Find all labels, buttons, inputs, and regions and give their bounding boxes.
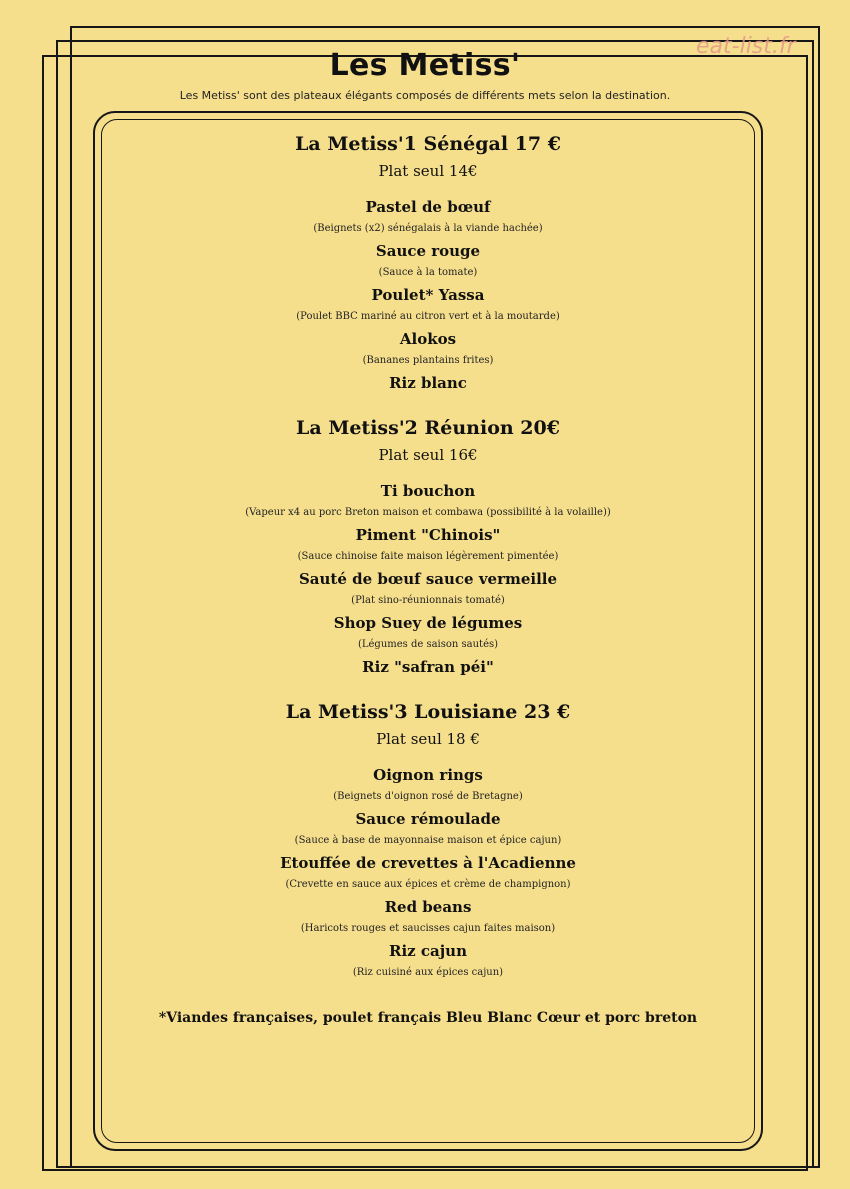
dish-desc: (Haricots rouges et saucisses cajun faites maison) [300,923,556,934]
watermark: eat-list.fr [696,34,796,59]
dish-desc: (Légumes de saison sautés) [357,639,499,650]
dish-name: Oignon rings [373,766,483,784]
menu-content [101,130,755,1028]
dish-name: Sauté de bœuf sauce vermeille [298,570,558,588]
section-plat-seul: Plat seul 16€ [378,446,478,464]
dish-desc: (Vapeur x4 au porc Breton maison et combawa (possibilité à la volaille)) [245,507,611,518]
dish-name: Piment "Chinois" [355,526,501,544]
dish-list [101,196,755,394]
section-louisiane [101,698,755,984]
dish-desc: (Sauce chinoise faite maison légèrement pimentée) [297,551,559,562]
dish-name: Sauce rouge [375,242,481,260]
section-senegal [101,130,755,394]
menu-title: Les Metiss' [329,48,521,83]
dish-desc: (Sauce à base de mayonnaise maison et épice cajun) [294,835,562,846]
dish-desc: (Sauce à la tomate) [378,267,478,278]
dish-name: Poulet* Yassa [371,286,485,304]
dish-name: Riz blanc [389,374,467,392]
section-title: La Metiss'3 Louisiane 23 € [285,701,571,723]
section-title: La Metiss'1 Sénégal 17 € [295,133,561,155]
dish-desc: (Beignets d'oignon rosé de Bretagne) [333,791,523,802]
dish-desc: (Plat sino-réunionnais tomaté) [351,595,505,606]
dish-name: Riz "safran péi" [362,658,494,676]
dish-name: Shop Suey de légumes [333,614,523,632]
section-plat-seul: Plat seul 18 € [376,730,480,748]
dish-name: Riz cajun [389,942,467,960]
dish-desc: (Bananes plantains frites) [362,355,494,366]
dish-desc: (Poulet BBC mariné au citron vert et à la moutarde) [296,311,560,322]
dish-name: Sauce rémoulade [355,810,501,828]
dish-name: Ti bouchon [380,482,476,500]
dish-desc: (Riz cuisiné aux épices cajun) [352,967,504,978]
section-reunion [101,414,755,678]
dish-list [101,480,755,678]
section-plat-seul: Plat seul 14€ [378,162,478,180]
menu-subtitle: Les Metiss' sont des plateaux élégants composés de différents mets selon la destination. [179,89,671,102]
dish-desc: (Beignets (x2) sénégalais à la viande hachée) [313,223,543,234]
dish-list [101,764,755,984]
dish-name: Alokos [399,330,457,348]
footnote: *Viandes françaises, poulet français Bleu Blanc Cœur et porc breton [158,1010,698,1026]
section-title: La Metiss'2 Réunion 20€ [296,417,560,439]
dish-name: Red beans [384,898,472,916]
dish-desc: (Crevette en sauce aux épices et crème de champignon) [285,879,571,890]
dish-name: Pastel de bœuf [365,198,491,216]
dish-name: Etouffée de crevettes à l'Acadienne [280,854,576,872]
